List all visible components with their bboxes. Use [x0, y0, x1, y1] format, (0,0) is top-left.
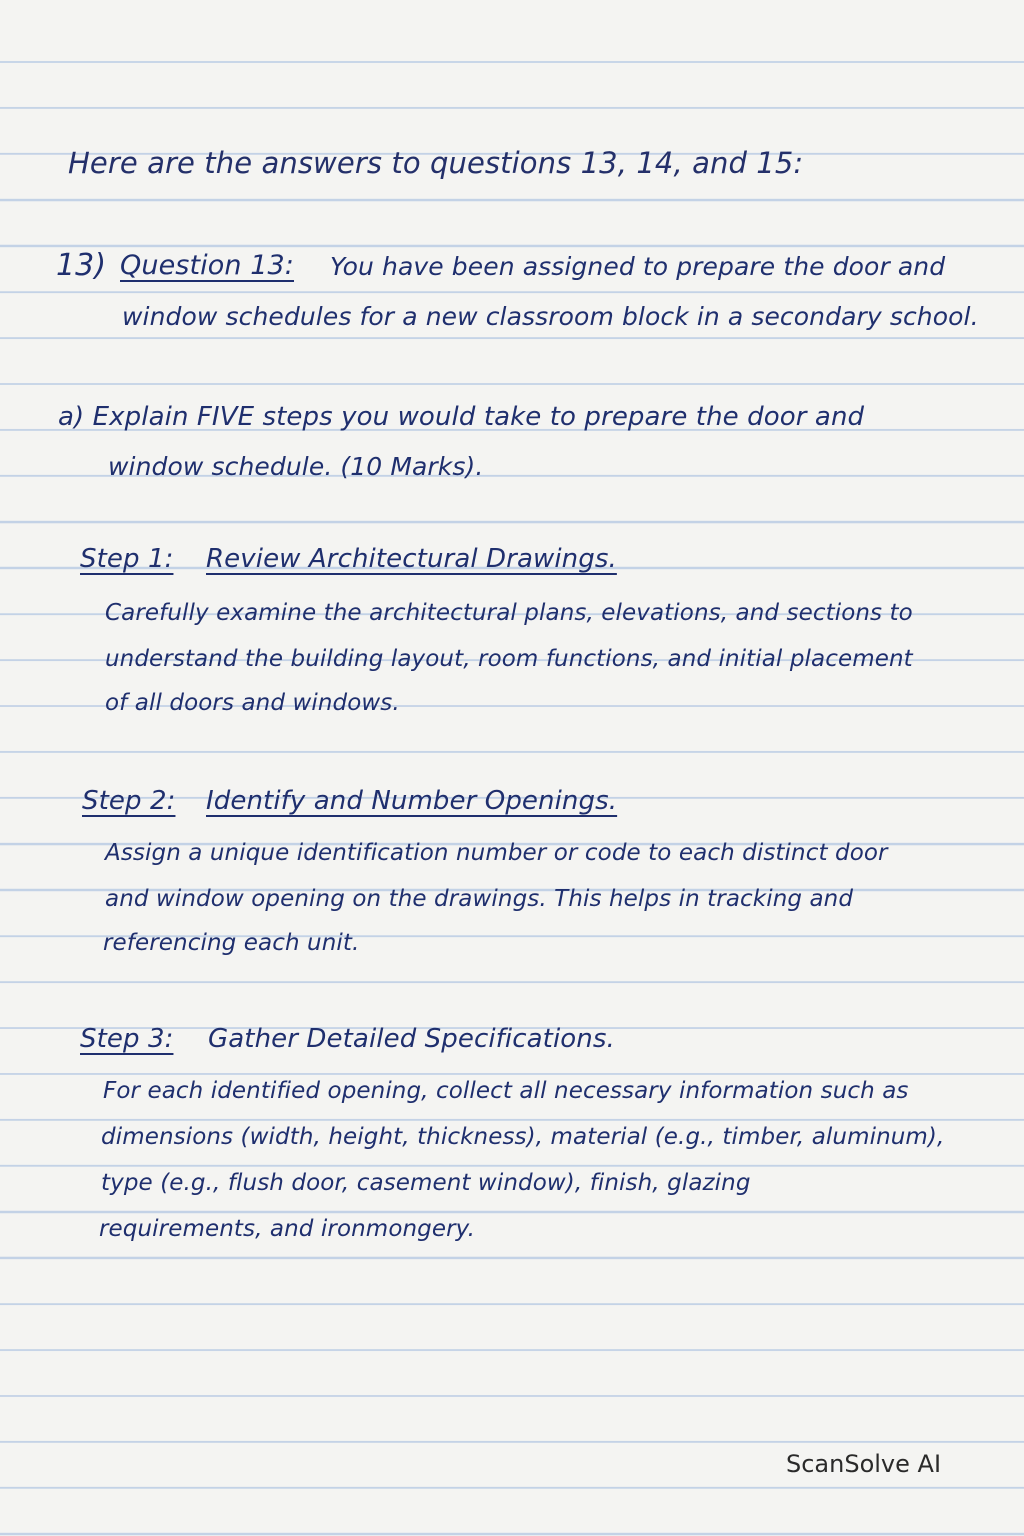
step-3-body-line-2: dimensions (width, height, thickness), material (e.g., timber, aluminum),	[101, 1124, 945, 1150]
step-2-title: Identify and Number Openings.	[206, 786, 618, 816]
part-a-line-1: a) Explain FIVE steps you would take to prepare the door and	[58, 402, 865, 432]
question-13-number: 13)	[56, 248, 107, 283]
step-2-body-line-3: referencing each unit.	[103, 930, 360, 956]
step-1-body-line-3: of all doors and windows.	[105, 690, 400, 716]
intro-line: Here are the answers to questions 13, 14, and 15:	[68, 146, 804, 180]
step-1-title: Review Architectural Drawings.	[206, 544, 617, 574]
step-3-label: Step 3:	[80, 1024, 174, 1054]
question-13-title: Question 13:	[120, 250, 294, 281]
question-13-text-line-1: You have been assigned to prepare the door and	[330, 252, 946, 281]
question-13-text-line-2: window schedules for a new classroom block in a secondary school.	[122, 302, 979, 331]
step-2-body-line-1: Assign a unique identification number or code to each distinct door	[105, 840, 888, 866]
step-1-label: Step 1:	[80, 544, 174, 574]
step-2-body-line-2: and window opening on the drawings. This helps in tracking and	[105, 886, 854, 912]
brand-watermark: ScanSolve AI	[786, 1450, 942, 1478]
step-1-body-line-1: Carefully examine the architectural plans, elevations, and sections to	[105, 600, 913, 626]
step-2-label: Step 2:	[82, 786, 176, 816]
step-1-body-line-2: understand the building layout, room functions, and initial placement	[105, 646, 913, 672]
step-3-title: Gather Detailed Specifications.	[208, 1024, 615, 1054]
step-3-body-line-1: For each identified opening, collect all necessary information such as	[103, 1078, 909, 1104]
step-3-body-line-4: requirements, and ironmongery.	[99, 1216, 476, 1242]
part-a-line-2: window schedule. (10 Marks).	[108, 452, 484, 481]
step-3-body-line-3: type (e.g., flush door, casement window), finish, glazing	[101, 1170, 751, 1196]
